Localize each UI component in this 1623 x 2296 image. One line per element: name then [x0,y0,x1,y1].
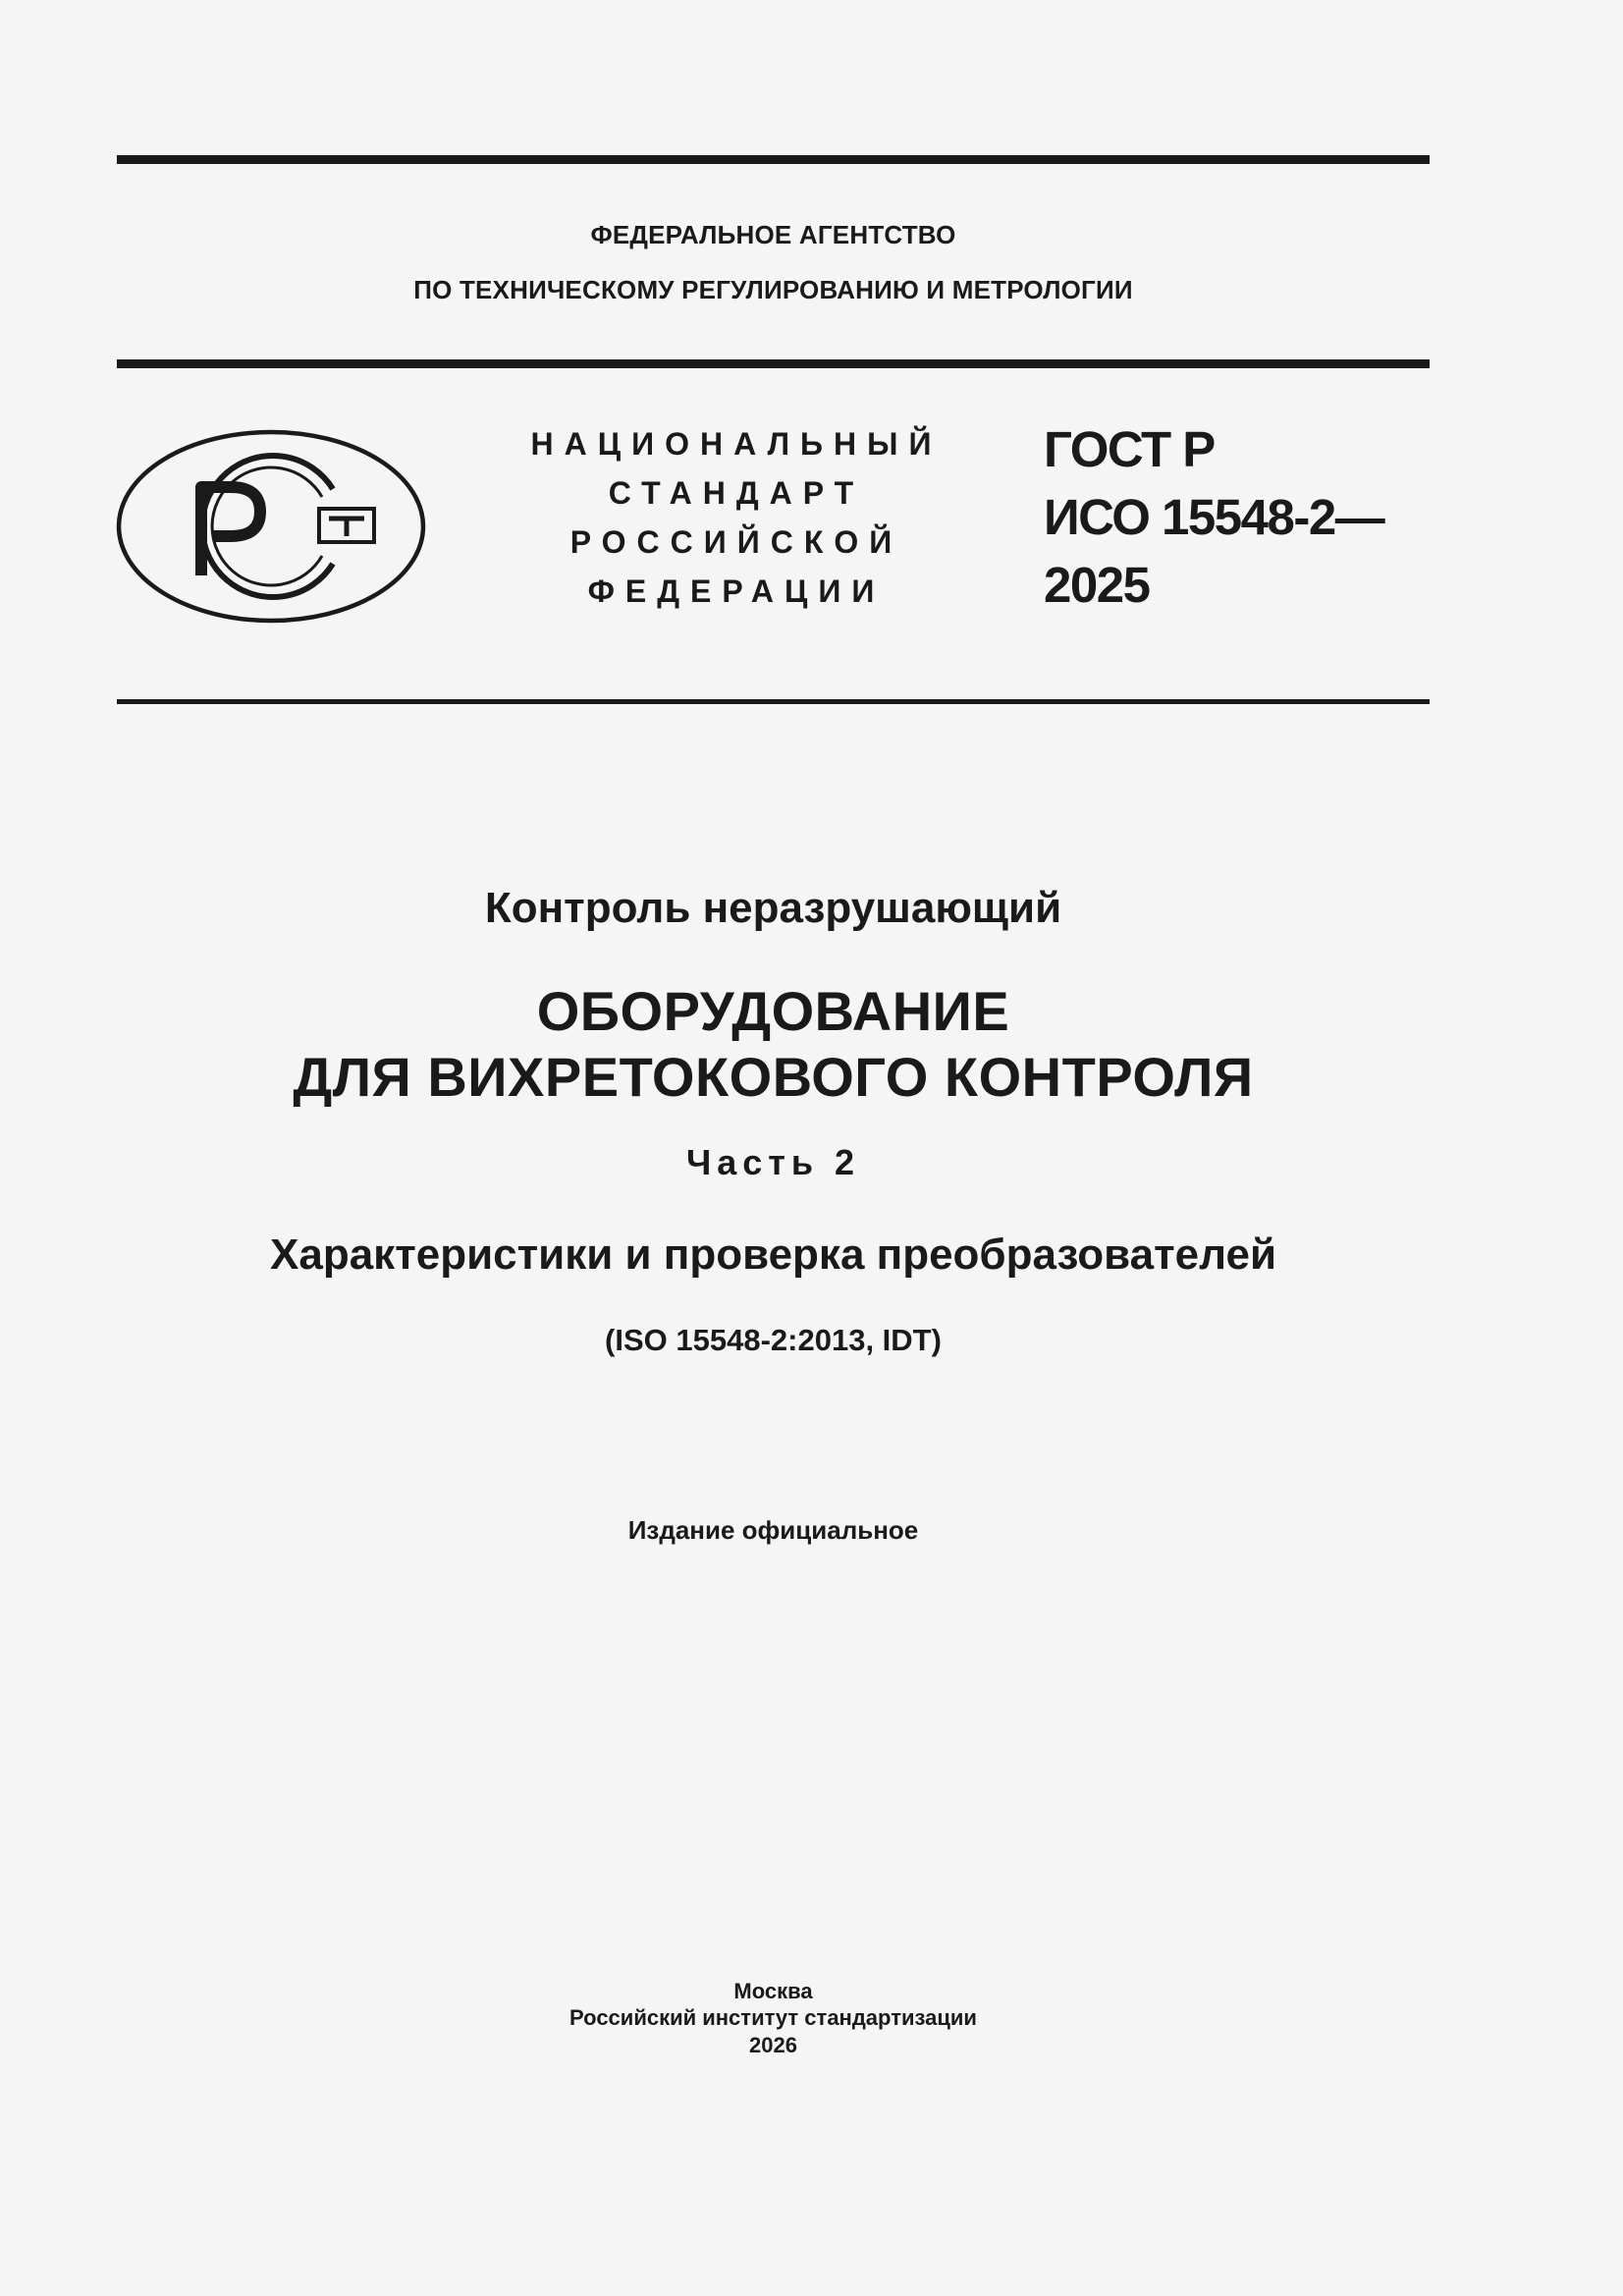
document-subtitle: Характеристики и проверка преобразователей [270,1230,1276,1279]
standard-designation-line-3: 2025 [1044,557,1150,613]
edition-note: Издание официальное [627,1515,919,1545]
lower-rule [117,699,1430,704]
iso-reference: (ISO 15548-2:2013, IDT) [605,1323,942,1357]
agency-name-line-1: ФЕДЕРАЛЬНОЕ АГЕНТСТВО [590,220,956,249]
national-standard-line-1: НАЦИОНАЛЬНЫЙ [530,426,943,462]
imprint-city: Москва [733,1979,813,2003]
document-part: Часть 2 [685,1142,861,1182]
rst-logo-icon [115,428,427,625]
standard-designation-line-1: ГОСТ Р [1044,421,1215,477]
national-standard-line-2: СТАНДАРТ [608,475,865,511]
document-title-line-2: ДЛЯ ВИХРЕТОКОВОГО КОНТРОЛЯ [293,1046,1254,1108]
agency-name-line-2: ПО ТЕХНИЧЕСКОМУ РЕГУЛИРОВАНИЮ И МЕТРОЛОГИИ [413,275,1133,304]
document-subject: Контроль неразрушающий [484,884,1062,932]
imprint-publisher: Российский институт стандартизации [569,2005,977,2030]
middle-rule [117,359,1430,368]
imprint-year: 2026 [749,2033,797,2057]
national-standard-line-4: ФЕДЕРАЦИИ [587,574,886,609]
top-rule [117,155,1430,164]
standard-designation-line-2: ИСО 15548-2— [1044,489,1384,545]
document-title-line-1: ОБОРУДОВАНИЕ [536,980,1010,1042]
national-standard-line-3: РОССИЙСКОЙ [569,524,903,560]
